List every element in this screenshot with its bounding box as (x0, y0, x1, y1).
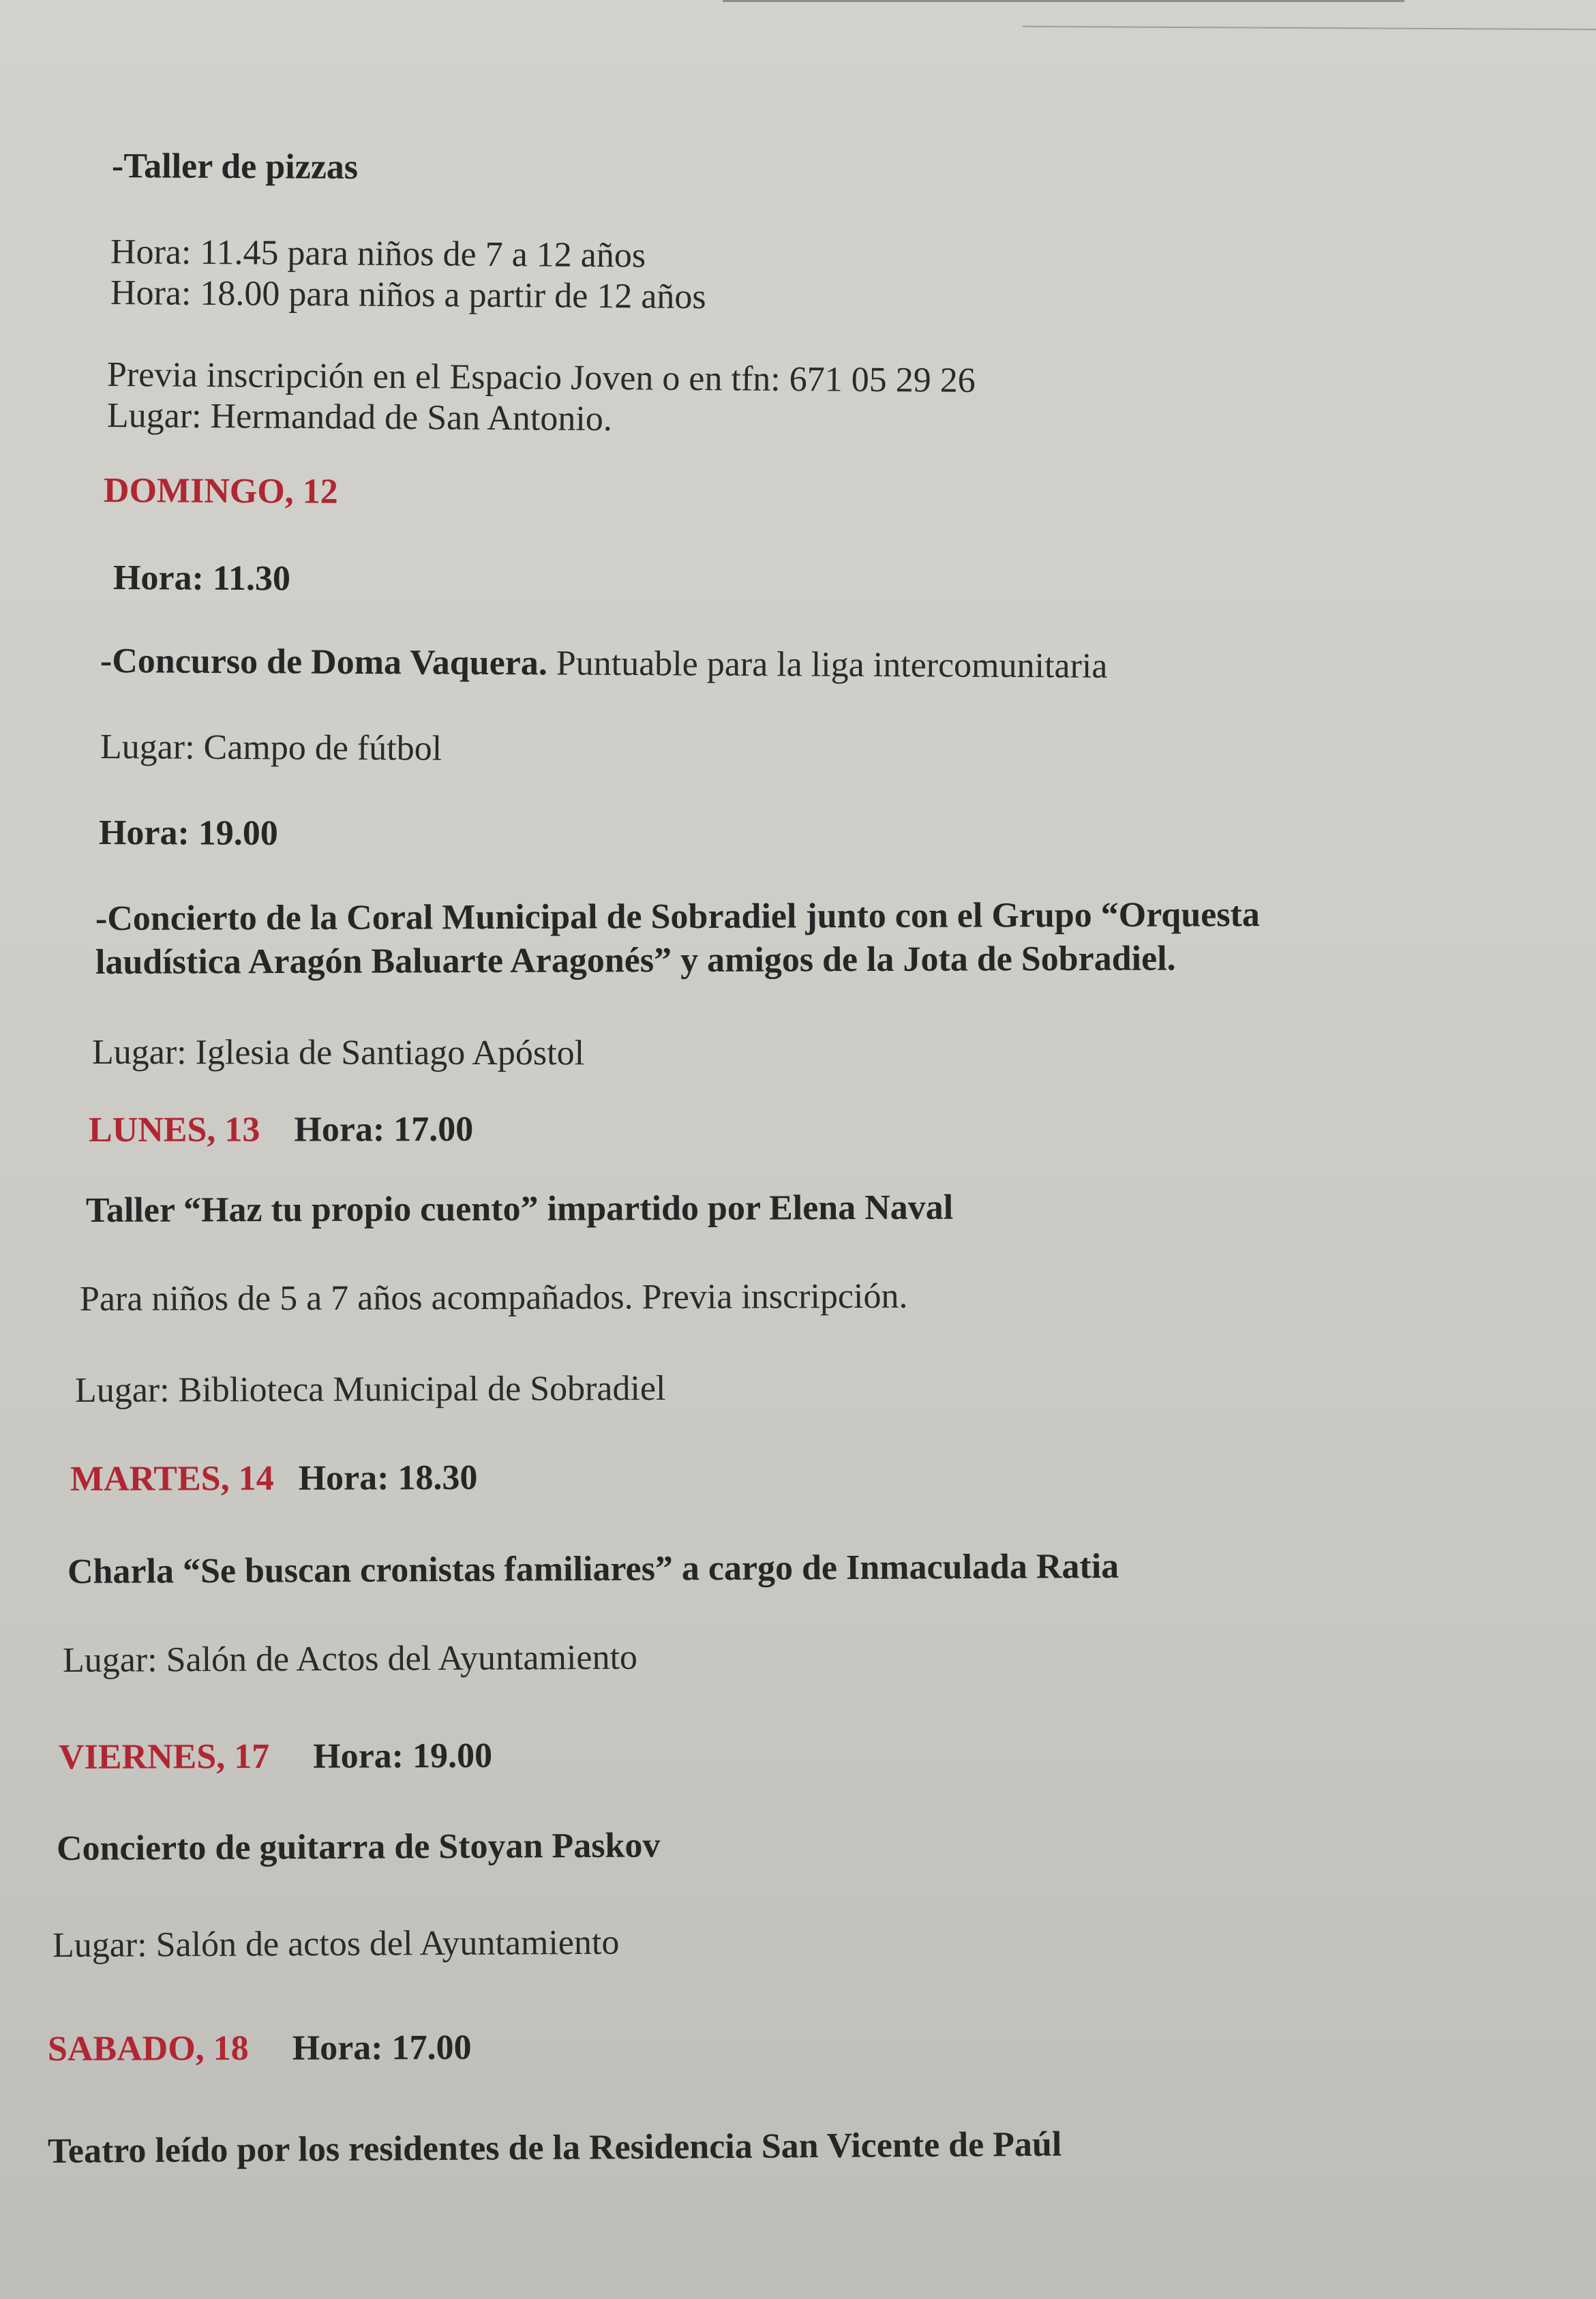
day-label: SABADO, 18 (47, 2028, 249, 2069)
day-label: VIERNES, 17 (58, 1737, 270, 1777)
event-doma-vaquera (100, 641, 1108, 687)
day-heading-viernes (59, 1736, 492, 1778)
page-top-edge (723, 0, 1404, 2)
time-label: Hora: 17.00 (294, 1110, 474, 1150)
time-label: Hora: 17.00 (292, 2028, 472, 2068)
location-line: Lugar: Iglesia de Santiago Apóstol (91, 1033, 585, 1073)
event-title-taller-pizzas: -Taller de pizzas (111, 147, 359, 187)
day-label: MARTES, 14 (70, 1458, 274, 1499)
event-concierto-coral-line-1: -Concierto de la Coral Municipal de Sobradiel junto con el Grupo “Orquesta (95, 895, 1260, 938)
paper-edge-line (1023, 26, 1596, 30)
event-charla-cronistas: Charla “Se buscan cronistas familiares” a cargo de Inmaculada Ratia (67, 1546, 1119, 1591)
time-label: Hora: 19.00 (313, 1736, 493, 1776)
day-heading-lunes (89, 1109, 473, 1151)
time-line: Hora: 19.00 (98, 813, 278, 853)
location-line: Lugar: Salón de Actos del Ayuntamiento (62, 1638, 638, 1680)
event-taller-cuento: Taller “Haz tu propio cuento” impartido por Elena Naval (85, 1188, 954, 1230)
event-doma-vaquera-title: -Concurso de Doma Vaquera. (100, 642, 547, 683)
day-heading-martes (70, 1458, 478, 1500)
event-concierto-guitarra: Concierto de guitarra de Stoyan Paskov (56, 1826, 661, 1868)
event-doma-vaquera-note: Puntuable para la liga intercomunitaria (547, 644, 1108, 686)
registration-info: Previa inscripción en el Espacio Joven o en tfn: 671 05 29 26 (106, 355, 976, 400)
location-line: Lugar: Salón de actos del Ayuntamiento (52, 1923, 620, 1965)
event-detail: Para niños de 5 a 7 años acompañados. Previa inscripción. (79, 1276, 908, 1319)
schedule-line-1: Hora: 11.45 para niños de 7 a 12 años (110, 232, 646, 275)
day-heading-domingo: DOMINGO, 12 (103, 471, 338, 511)
schedule-line-2: Hora: 18.00 para niños a partir de 12 años (110, 273, 706, 317)
event-concierto-coral-line-2: laudística Aragón Baluarte Aragonés” y amigos de la Jota de Sobradiel. (95, 939, 1176, 982)
location-line: Lugar: Hermandad de San Antonio. (106, 396, 613, 439)
location-line: Lugar: Campo de fútbol (100, 727, 442, 768)
time-line: Hora: 11.30 (112, 558, 291, 599)
day-heading-sabado (48, 2028, 472, 2070)
day-label: LUNES, 13 (88, 1110, 260, 1150)
time-label: Hora: 18.30 (298, 1458, 478, 1498)
event-teatro-leido: Teatro leído por los residentes de la Residencia San Vicente de Paúl (47, 2124, 1062, 2171)
location-line: Lugar: Biblioteca Municipal de Sobradiel (74, 1368, 666, 1410)
